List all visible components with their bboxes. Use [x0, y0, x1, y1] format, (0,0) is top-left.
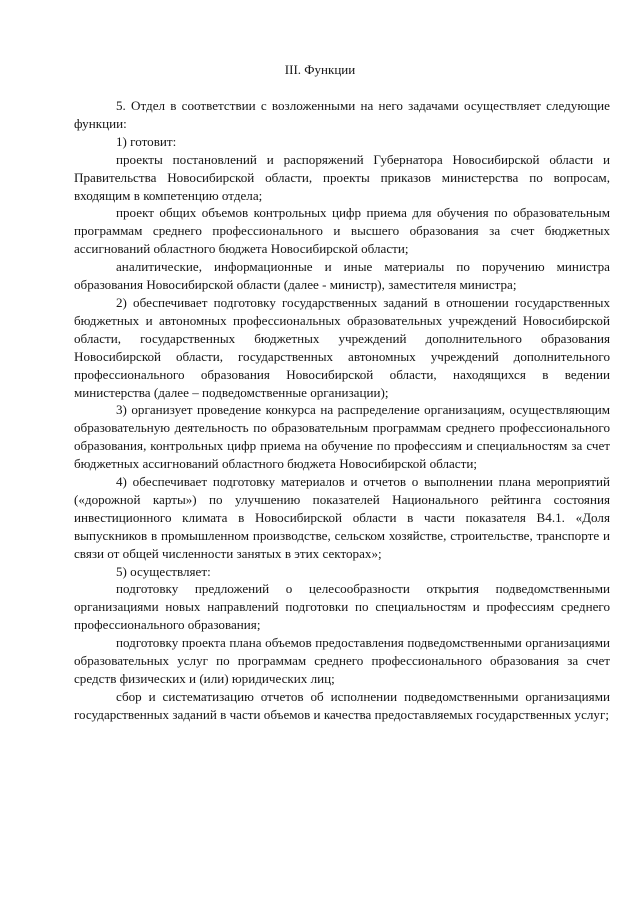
- paragraph-new-directions: подготовку предложений о целесообразности открытия подведомственными организациями новых направлений подготовки по специальностям и профессиям среднего профессионального образования;: [74, 581, 610, 633]
- section-heading: III. Функции: [284, 62, 356, 77]
- paragraph-item-1: 1) готовит:: [116, 133, 177, 149]
- paragraph-item-5: 5) осуществляет:: [116, 563, 211, 579]
- paragraph-admission-figures: проект общих объемов контрольных цифр приема для обучения по образовательным программам среднего профессионального и высшего образования за счет бюджетных ассигнований областного бюджета Новосибирской области;: [74, 205, 610, 257]
- paragraph-draft-resolutions: проекты постановлений и распоряжений Губернатора Новосибирской области и Правительства Новосибирской области, проекты приказов министерства по вопросам, входящим в компетенцию отдела;: [74, 151, 610, 203]
- paragraph-services-plan: подготовку проекта плана объемов предоставления подведомственными организациями образовательных услуг по программам среднего профессионального образования за счет средств физических и (или) юридических лиц;: [74, 635, 610, 686]
- paragraph-item-2: 2) обеспечивает подготовку государственных заданий в отношении государственных бюджетных и автономных профессиональных образовательных учреждений Новосибирской области, государственных бюджетных учреждений дополнительного образования Новосибирской области, государственных автономных учреждений дополнительного профессионального образования Новосибирской области, находящихся в ведении министерства (далее – подведомственные организации);: [74, 294, 610, 400]
- paragraph-item-3: 3) организует проведение конкурса на распределение организациям, осуществляющим образовательную деятельность по образовательным программам среднего профессионального образования, контрольных цифр приема на обучение по профессиям и специальностям за счет бюджетных ассигнований областного бюджета Новосибирской области;: [74, 402, 610, 472]
- paragraph-5-intro: 5. Отдел в соответствии с возложенными на него задачами осуществляет следующие функции:: [74, 98, 610, 131]
- paragraph-item-4: 4) обеспечивает подготовку материалов и отчетов о выполнении плана мероприятий («дорожной карты») по улучшению показателей Национального рейтинга состояния инвестиционного климата в Новосибирской области в части показателя В4.1. «Доля выпускников в промышленном производстве, сельском хозяйстве, строительстве, транспорте и связи от общей численности занятых в этих секторах»;: [74, 474, 610, 561]
- document-body: [74, 97, 610, 724]
- paragraph-analytical-materials: аналитические, информационные и иные материалы по поручению министра образования Новосибирской области (далее - министр), заместителя министра;: [74, 259, 610, 293]
- paragraph-reports-collection: сбор и систематизацию отчетов об исполнении подведомственными организациями государственных заданий в части объемов и качества предоставляемых государственных услуг;: [74, 688, 610, 722]
